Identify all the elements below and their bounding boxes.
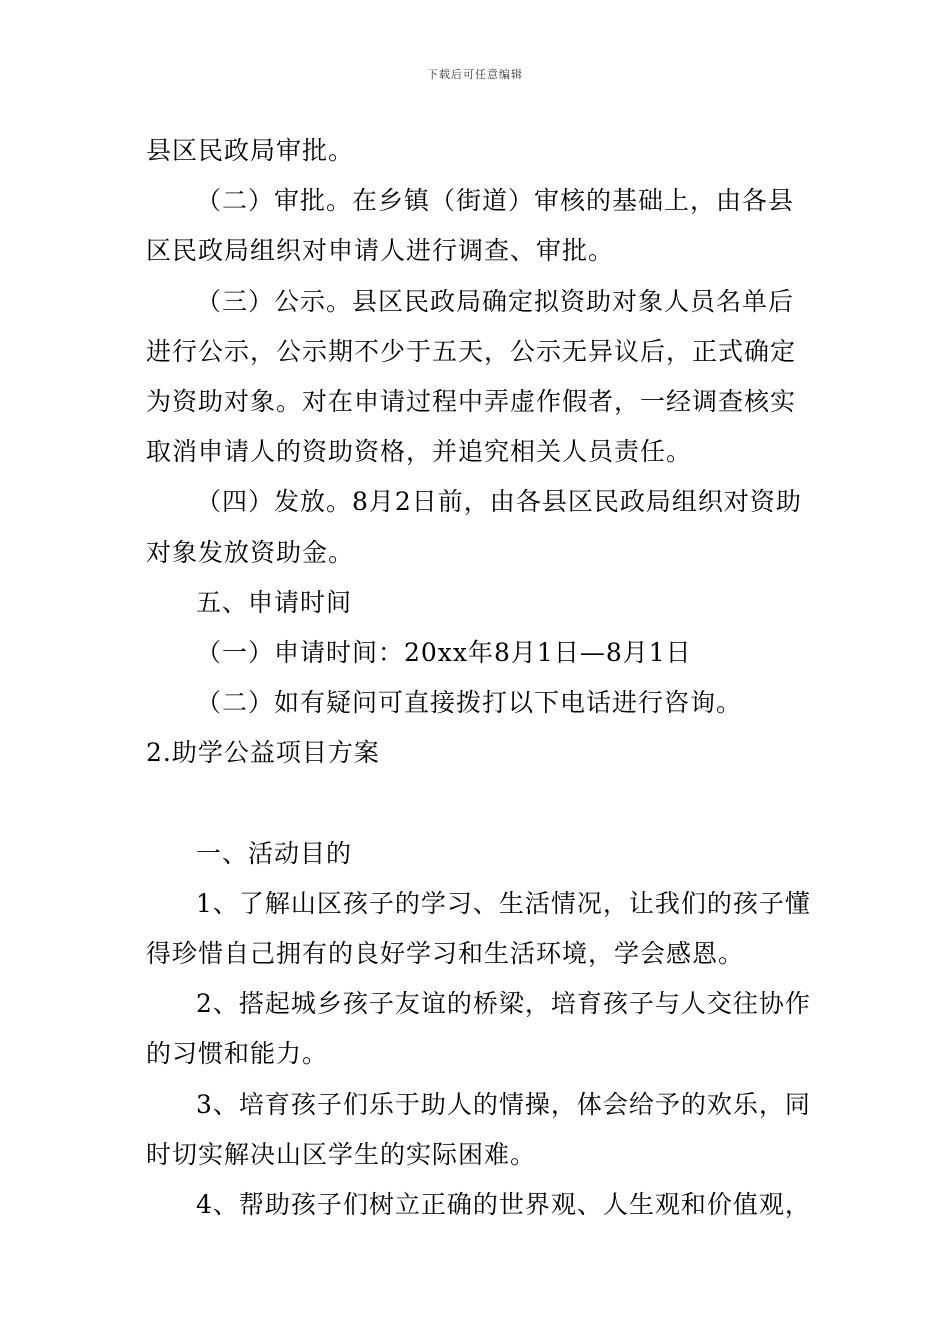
section-heading: 五、申请时间 <box>196 587 353 617</box>
page-header: 下载后可任意编辑 <box>427 68 523 81</box>
paragraph-line: 2、搭起城乡孩子友谊的桥梁，培育孩子与人交往协作 <box>196 989 811 1019</box>
document-body <box>146 126 810 1230</box>
paragraph-line: 取消申请人的资助资格，并追究相关人员责任。 <box>146 437 693 467</box>
paragraph-line: 4、帮助孩子们树立正确的世界观、人生观和价值观， <box>196 1189 811 1219</box>
paragraph-line: （三）公示。县区民政局确定拟资助对象人员名单后 <box>196 286 795 316</box>
paragraph-line: （二）如有疑问可直接拨打以下电话进行咨询。 <box>196 688 743 718</box>
paragraph-line: 3、培育孩子们乐于助人的情操，体会给予的欢乐，同 <box>196 1089 811 1119</box>
paragraph-line: 为资助对象。对在申请过程中弄虚作假者，一经调查核实 <box>146 386 797 416</box>
paragraph-line: 进行公示，公示期不少于五天，公示无异议后，正式确定 <box>146 336 797 366</box>
paragraph-line: 对象发放资助金。 <box>146 537 355 567</box>
paragraph-line: （二）审批。在乡镇（街道）审核的基础上，由各县 <box>196 186 795 216</box>
section-heading: 一、活动目的 <box>196 838 353 868</box>
paragraph-line: 时切实解决山区学生的实际困难。 <box>146 1139 537 1169</box>
paragraph-line: 得珍惜自己拥有的良好学习和生活环境，学会感恩。 <box>146 939 745 968</box>
paragraph-line: 1、了解山区孩子的学习、生活情况，让我们的孩子懂 <box>196 888 811 918</box>
paragraph-line: 区民政局组织对申请人进行调查、审批。 <box>146 236 615 266</box>
paragraph-line: （四）发放。8月2日前，由各县区民政局组织对资助 <box>196 487 802 517</box>
paragraph-line: （一）申请时间：20xx年8月1日—8月1日 <box>196 637 692 667</box>
paragraph-line: 的习惯和能力。 <box>146 1039 329 1069</box>
document-title: 2.助学公益项目方案 <box>146 738 380 768</box>
paragraph-line: 县区民政局审批。 <box>146 136 355 165</box>
blank-line <box>146 778 810 828</box>
